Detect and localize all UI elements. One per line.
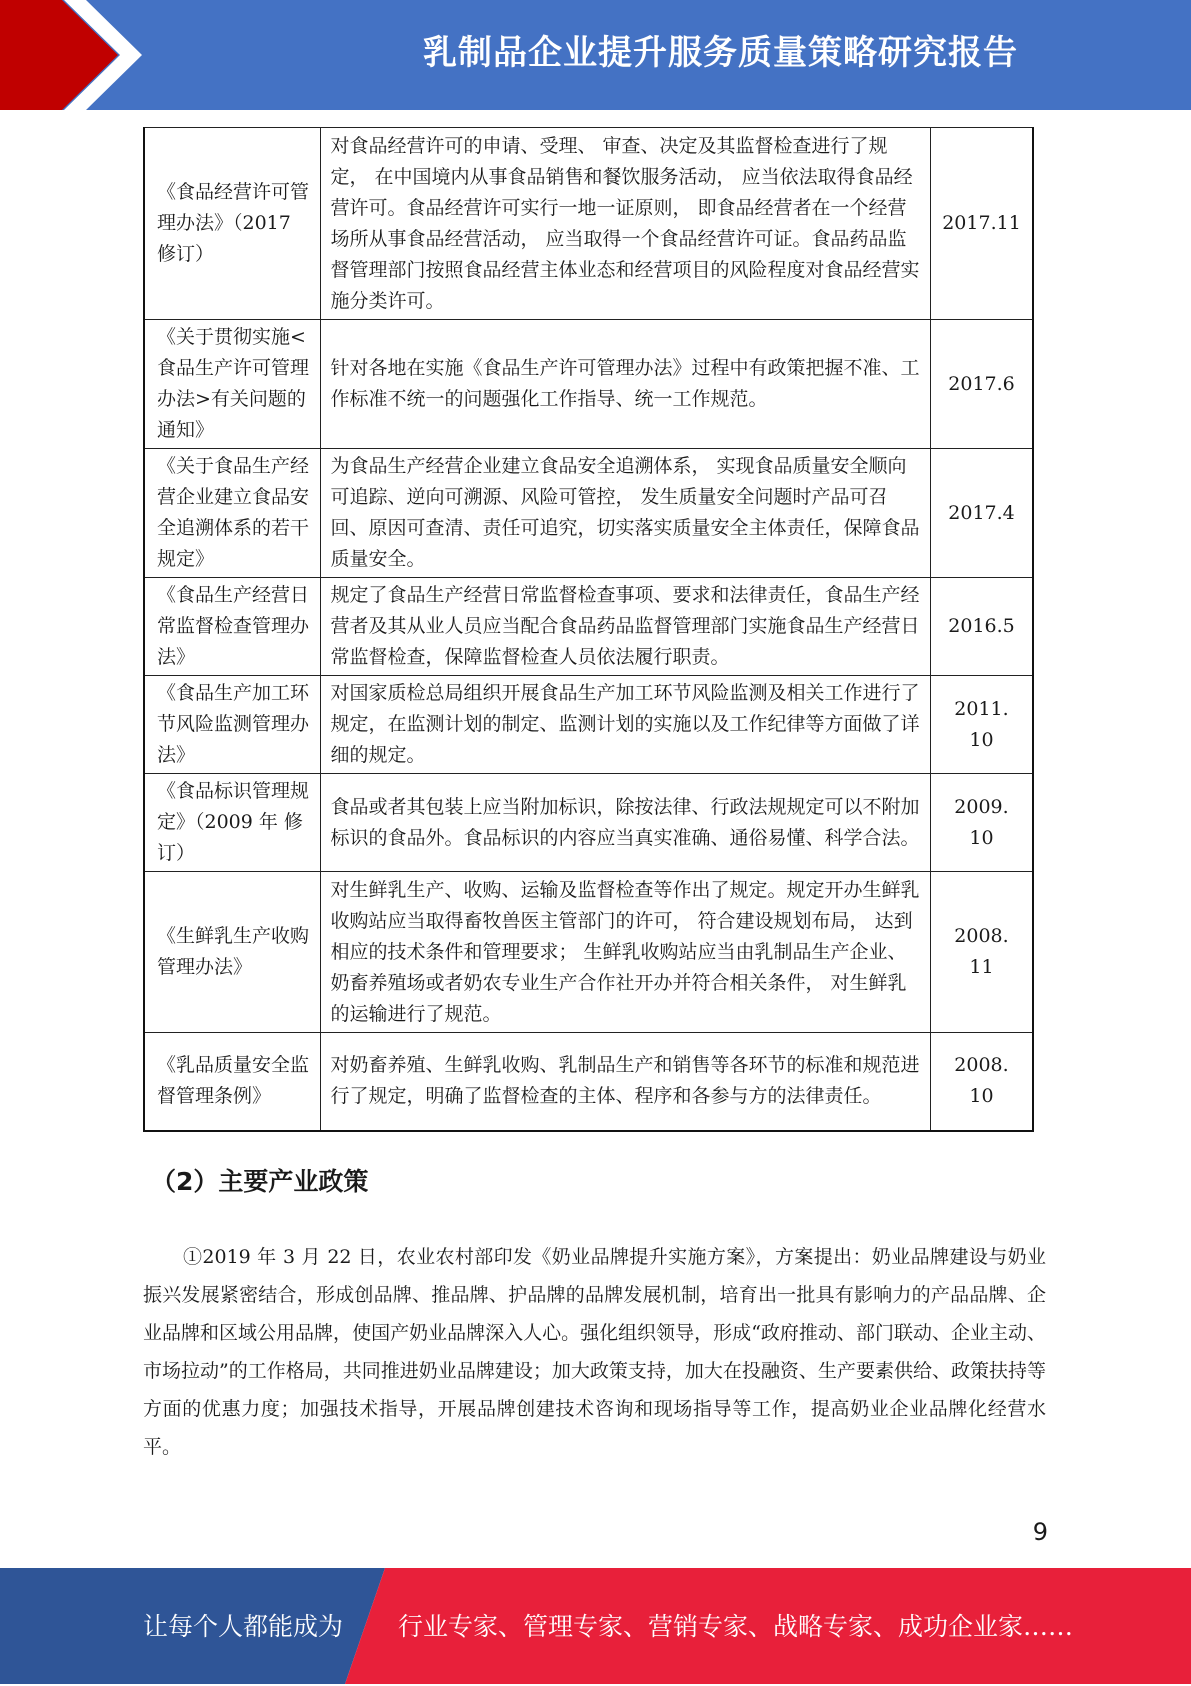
- table-row: [144, 676, 1033, 774]
- table-row: [144, 320, 1033, 449]
- table-row: [144, 578, 1033, 676]
- regulation-content: 食品或者其包装上应当附加标识，除按法律、行政法规规定可以不附加标识的食品外。食品标识的内容应当真实准确、通俗易懂、科学合法。: [320, 774, 931, 872]
- regulation-name: 《食品生产经营日常监督检查管理办法》: [144, 578, 320, 676]
- policy-paragraph: ①2019 年 3 月 22 日，农业农村部印发《奶业品牌提升实施方案》，方案提出：奶业品牌建设与奶业振兴发展紧密结合，形成创品牌、推品牌、护品牌的品牌发展机制，培育出一批具有影响力的产品品牌、企业品牌和区域公用品牌，使国产奶业品牌深入人心。强化组织领导，形成“政府推动、部门联动、企业主动、市场拉动”的工作格局，共同推进奶业品牌建设；加大政策支持，加大在投融资、生产要素供给、政策扶持等方面的优惠力度；加强技术指导，开展品牌创建技术咨询和现场指导等工作，提高奶业企业品牌化经营水平。: [143, 1246, 1046, 1458]
- regulation-content: 规定了食品生产经营日常监督检查事项、要求和法律责任，食品生产经营者及其从业人员应当配合食品药品监督管理部门实施食品生产经营日常监督检查，保障监督检查人员依法履行职责。: [320, 578, 931, 676]
- page-number: 9: [1032, 1518, 1048, 1546]
- table-row: [144, 128, 1033, 320]
- regulation-date: 2017.11: [931, 128, 1033, 320]
- table-row: [144, 872, 1033, 1033]
- regulations-table: [143, 127, 1034, 1132]
- regulation-name: 《关于食品生产经营企业建立食品安全追溯体系的若干规定》: [144, 449, 320, 578]
- regulation-date: 2008. 10: [931, 1033, 1033, 1131]
- regulation-name: 《食品生产加工环节风险监测管理办法》: [144, 676, 320, 774]
- footer-slogan-left: 让每个人都能成为: [143, 1612, 344, 1641]
- table-row: [144, 774, 1033, 872]
- regulation-content: 对奶畜养殖、生鲜乳收购、乳制品生产和销售等各环节的标准和规范进行了规定，明确了监督检查的主体、程序和各参与方的法律责任。: [320, 1033, 931, 1131]
- regulation-name: 《生鲜乳生产收购管理办法》: [144, 872, 320, 1033]
- regulation-name: 《食品经营许可管理办法》（2017 修订）: [144, 128, 320, 320]
- regulation-date: 2011. 10: [931, 676, 1033, 774]
- table-row: [144, 1033, 1033, 1131]
- regulation-date: 2009. 10: [931, 774, 1033, 872]
- regulation-date: 2008. 11: [931, 872, 1033, 1033]
- regulation-date: 2017.4: [931, 449, 1033, 578]
- regulation-name: 《食品标识管理规定》（2009 年 修订）: [144, 774, 320, 872]
- page-footer: [0, 1568, 1191, 1684]
- regulation-content: 针对各地在实施《食品生产许可管理办法》过程中有政策把握不准、工作标准不统一的问题强化工作指导、统一工作规范。: [320, 320, 931, 449]
- footer-slogan-right: 行业专家、管理专家、营销专家、战略专家、成功企业家……: [398, 1612, 1074, 1641]
- regulation-content: 对食品经营许可的申请、受理、 审查、决定及其监督检查进行了规定， 在中国境内从事食品销售和餐饮服务活动， 应当依法取得食品经营许可。食品经营许可实行一地一证原则， 即食品经营者在一个经营场所从事食品经营活动， 应当取得一个食品经营许可证。食品药品监督管理部门按照食品经营主体业态和经营项目的风险程度对食品经营实施分类许可。: [320, 128, 931, 320]
- regulation-date: 2017.6: [931, 320, 1033, 449]
- page-header: [0, 0, 1191, 110]
- regulation-content: 对生鲜乳生产、收购、运输及监督检查等作出了规定。规定开办生鲜乳收购站应当取得畜牧兽医主管部门的许可， 符合建设规划布局， 达到相应的技术条件和管理要求； 生鲜乳收购站应当由乳制品生产企业、奶畜养殖场或者奶农专业生产合作社开办并符合相关条件， 对生鲜乳的运输进行了规范。: [320, 872, 931, 1033]
- report-title: 乳制品企业提升服务质量策略研究报告: [423, 33, 1018, 73]
- regulation-name: 《乳品质量安全监督管理条例》: [144, 1033, 320, 1131]
- regulation-name: 《关于贯彻实施<食品生产许可管理办法>有关问题的通知》: [144, 320, 320, 449]
- header-arrow-graphic: [0, 0, 150, 110]
- table-row: [144, 449, 1033, 578]
- regulation-content: 为食品生产经营企业建立食品安全追溯体系， 实现食品质量安全顺向可追踪、逆向可溯源、风险可管控， 发生质量安全问题时产品可召回、原因可查清、责任可追究，切实落实质量安全主体责任，保障食品质量安全。: [320, 449, 931, 578]
- regulation-date: 2016.5: [931, 578, 1033, 676]
- section-heading: （2）主要产业政策: [151, 1167, 369, 1196]
- regulation-content: 对国家质检总局组织开展食品生产加工环节风险监测及相关工作进行了规定，在监测计划的制定、监测计划的实施以及工作纪律等方面做了详细的规定。: [320, 676, 931, 774]
